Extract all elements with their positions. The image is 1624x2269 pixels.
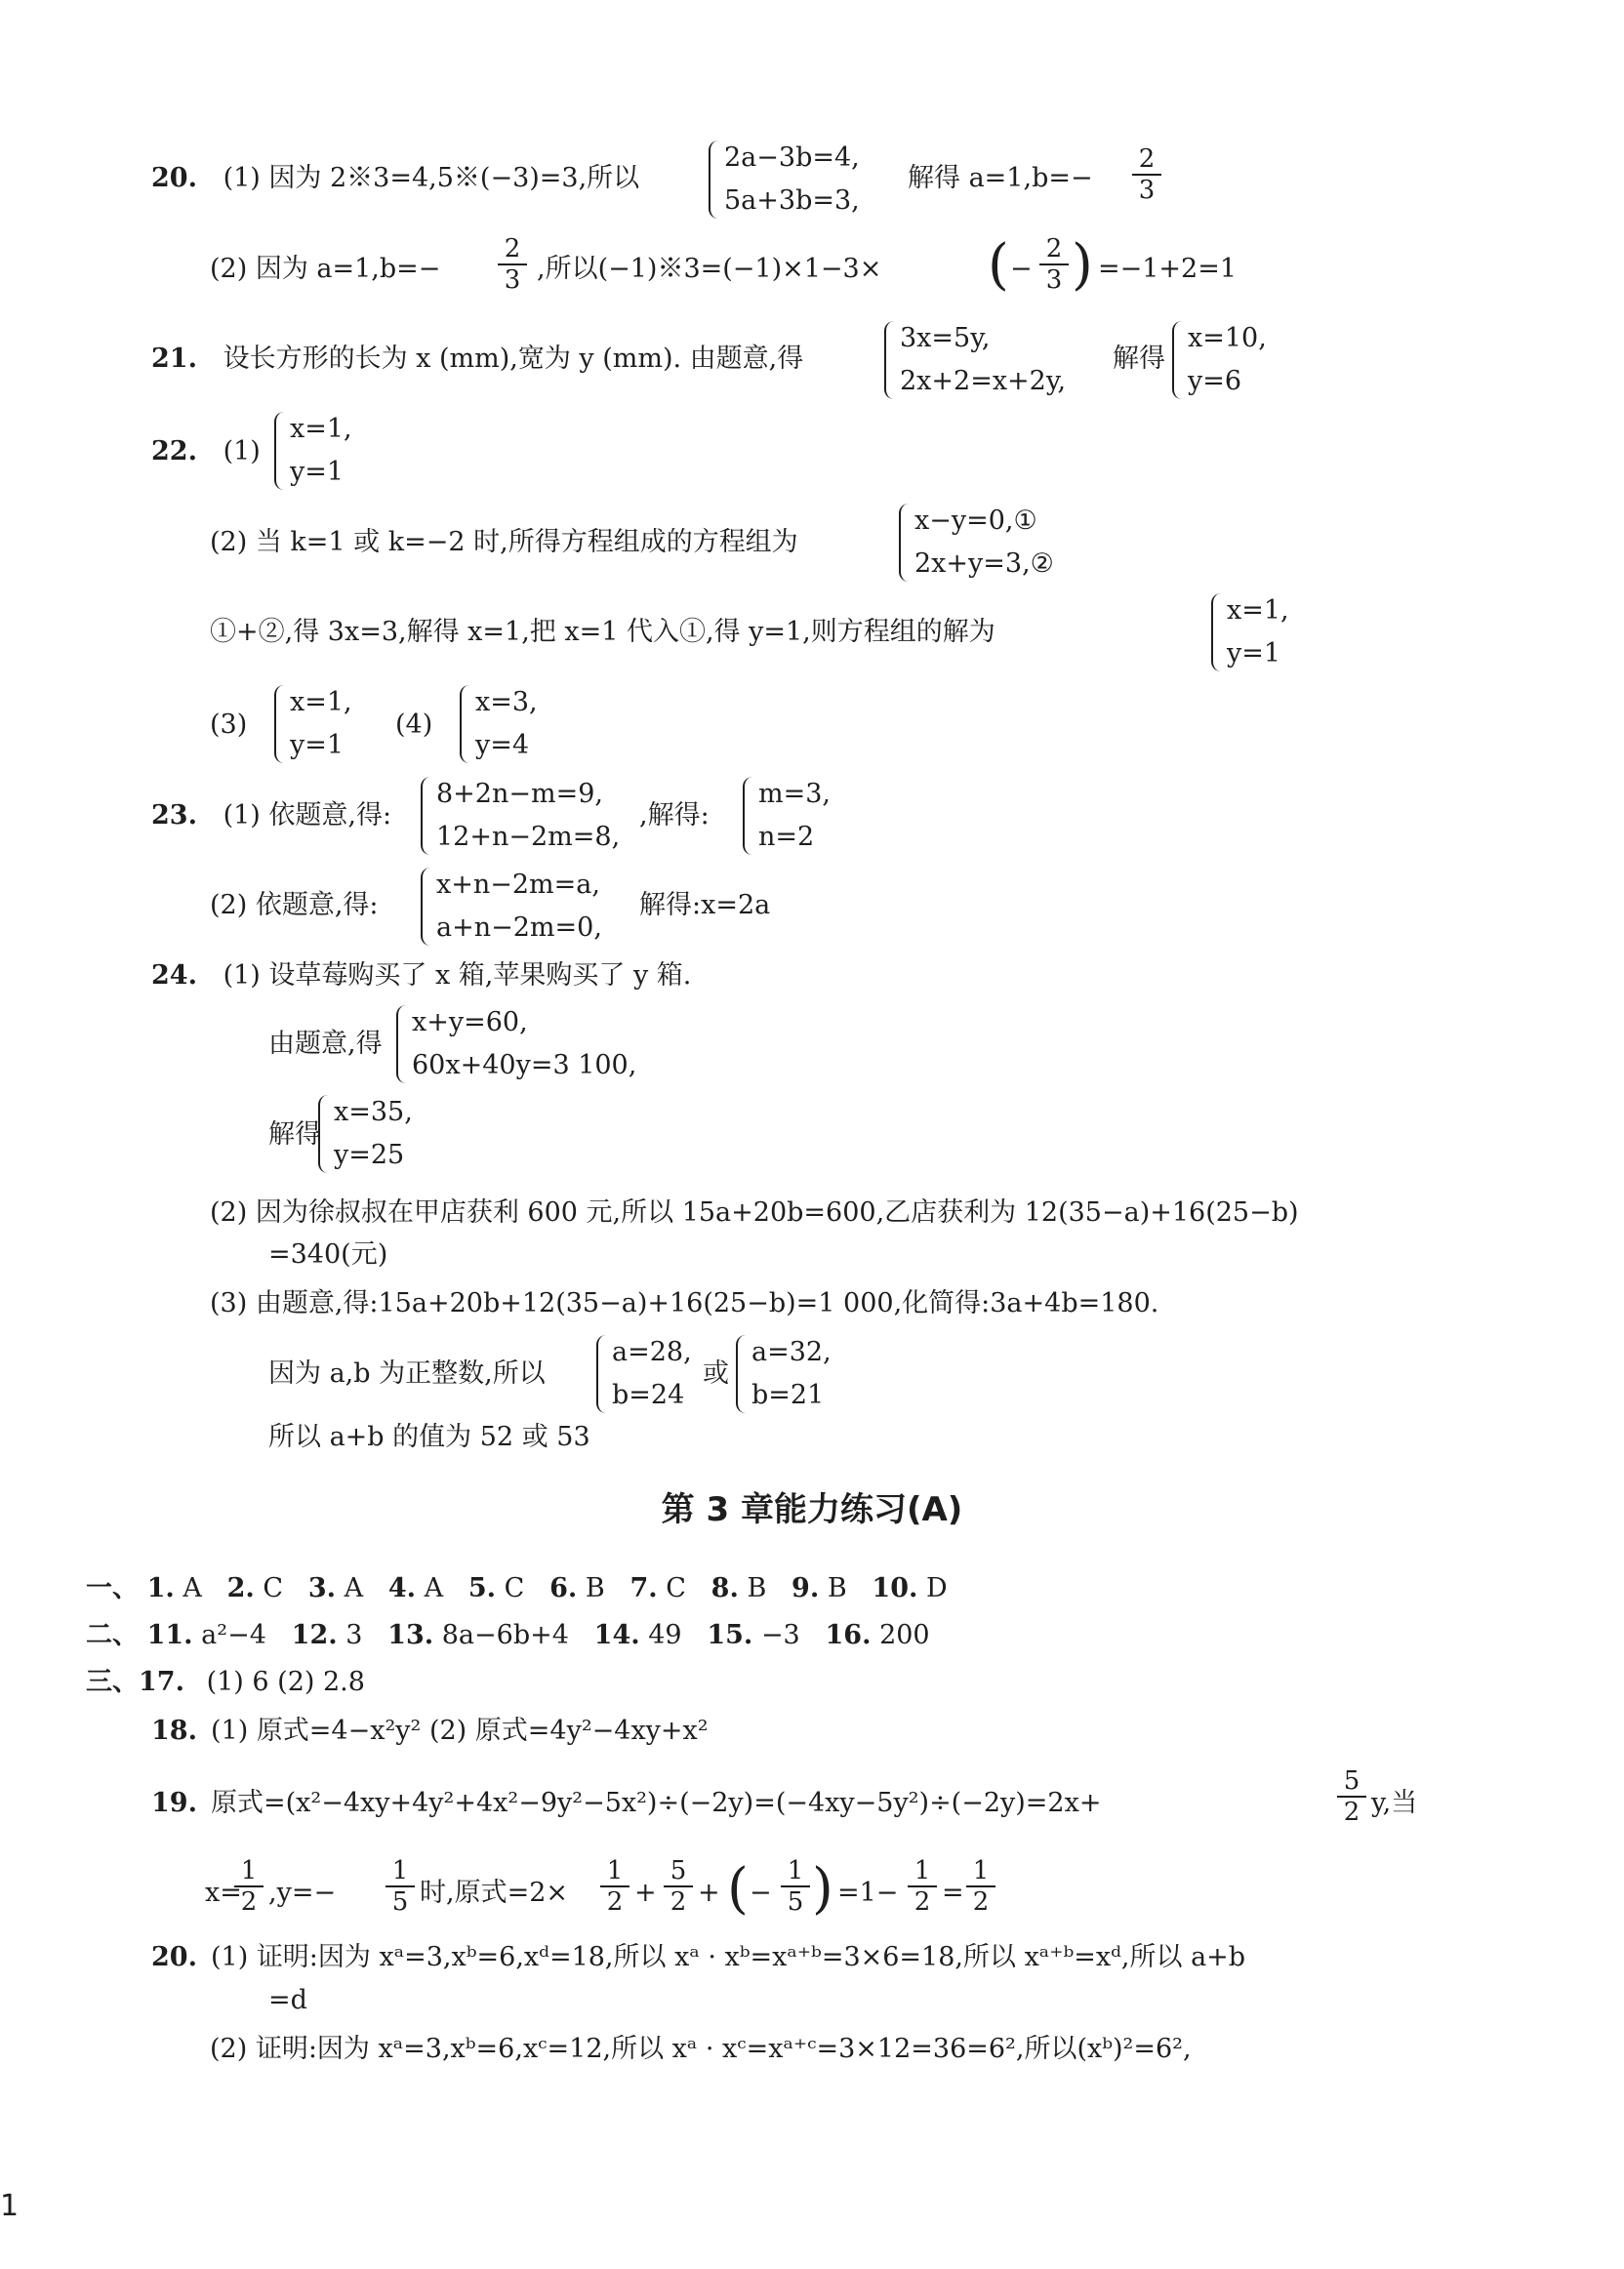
q19-c7: =	[942, 1878, 964, 1908]
q19-c4: +	[634, 1878, 657, 1908]
q23-part1-system: 8+2n−m=9, 12+n−2m=8,	[415, 773, 620, 859]
q20b-part1-cont: =d	[268, 1985, 307, 2015]
q20-part2-text: (2) 因为 a=1,b=−	[210, 254, 441, 284]
q19-line1: 19. 原式=(x²−4xy+4y²+4x²−9y²−5x²)÷(−2y)=(−4xy−5y²)÷(−2y)=2x+	[151, 1788, 1102, 1818]
right-paren: )	[1072, 233, 1093, 297]
question-number: 24.	[151, 960, 197, 991]
q18: 18. (1) 原式=4−x²y² (2) 原式=4y²−4xy+x²	[151, 1716, 709, 1746]
q20b-part1: 20. (1) 证明:因为 xᵃ=3,xᵇ=6,xᵈ=18,所以 xᵃ · xᵇ=xᵃ⁺ᵇ=3×6=18,所以 xᵃ⁺ᵇ=xᵈ,所以 a+b	[151, 1942, 1246, 1972]
answer-item: 14. 49	[593, 1620, 682, 1650]
answer-item: 7. C	[629, 1573, 686, 1603]
answer-item: 15. −3	[707, 1620, 800, 1650]
q19-f6: $\frac{1}{2}$	[908, 1856, 937, 1917]
q22-part3-label: (3)	[210, 709, 248, 740]
answer-item: 13. 8a−6b+4	[387, 1620, 569, 1650]
question-number: 22.	[151, 436, 197, 466]
q24-part1: 24. (1) 设草莓购买了 x 箱,苹果购买了 y 箱.	[151, 958, 691, 993]
q24-part3-solution1: a=28, b=24	[590, 1331, 692, 1417]
q19-f1: $\frac{1}{2}$	[234, 1856, 264, 1917]
q19-fraction: $\frac{5}{2}$	[1337, 1766, 1366, 1827]
q24-or: 或	[703, 1358, 729, 1389]
q23-part2-tail: 解得:x=2a	[639, 890, 771, 920]
answer-item: 4. A	[387, 1573, 444, 1603]
question-number: 23.	[151, 800, 197, 831]
q20-part2-tail: =−1+2=1	[1098, 254, 1238, 284]
q23-part2-system: x+n−2m=a, a+n−2m=0,	[415, 864, 602, 950]
q22-part1: 22. (1)	[151, 434, 261, 469]
q20-part2-fraction2: $\frac{2}{3}$	[1039, 234, 1069, 295]
q24-part3-end: 所以 a+b 的值为 52 或 53	[268, 1422, 590, 1452]
section-heading: 第 3 章能力练习(A)	[661, 1490, 963, 1529]
question-number: 21.	[151, 344, 197, 374]
q24-part3-a: 因为 a,b 为正整数,所以	[268, 1358, 546, 1389]
q24-solution: x=35, y=25	[312, 1091, 413, 1177]
q20-part1	[151, 161, 639, 196]
q23-solve-label: ,解得:	[639, 800, 710, 831]
answer-item: 2. C	[226, 1573, 284, 1603]
q24-system: x+y=60, 60x+40y=3 100,	[390, 1001, 636, 1087]
q24-part3-solution2: a=32, b=21	[730, 1331, 832, 1417]
left-paren: (	[988, 233, 1009, 297]
q19-c5: +	[698, 1878, 720, 1908]
q19-f3: $\frac{1}{2}$	[600, 1856, 629, 1917]
q20-part2-mid: ,所以(−1)※3=(−1)×1−3×	[537, 254, 882, 284]
q21-system: 3x=5y, 2x+2=x+2y,	[878, 317, 1066, 403]
answer-item: 9. B	[792, 1573, 847, 1603]
q22-part3-solution: x=1, y=1	[268, 681, 352, 767]
q22-part4-solution: x=3, y=4	[454, 681, 538, 767]
q21	[151, 342, 803, 377]
q19-line1-tail: y,当	[1371, 1788, 1418, 1818]
q20b-part2: (2) 证明:因为 xᵃ=3,xᵇ=6,xᶜ=12,所以 xᵃ · xᶜ=xᵃ⁺ᶜ=3×12=36=6²,所以(xᵇ)²=6²,	[210, 2034, 1192, 2064]
q20-solve-text: 解得 a=1,b=−	[908, 163, 1093, 193]
q24-part3-text: (3) 由题意,得:15a+20b+12(35−a)+16(25−b)=1 000,化简得:3a+4b=180.	[210, 1288, 1159, 1318]
right-paren: )	[812, 1857, 833, 1921]
q24-solve-label: 解得	[268, 1119, 321, 1150]
q24-given: 由题意,得	[268, 1029, 383, 1059]
question-number: 20.	[151, 163, 197, 193]
q20-part2-fraction: $\frac{2}{3}$	[498, 234, 527, 295]
q19-f4: $\frac{5}{2}$	[664, 1856, 693, 1917]
q19-f7: $\frac{1}{2}$	[966, 1856, 995, 1917]
section-2-answers: 二、 11. a²−4 12. 3 13. 8a−6b+4 14. 49 15. −3 16. 200	[86, 1620, 930, 1650]
answer-item: 16. 200	[825, 1620, 930, 1650]
q23-part1-solution: m=3, n=2	[737, 773, 831, 859]
q19-minus: −	[750, 1878, 772, 1908]
q22-part1-solution: x=1, y=1	[268, 408, 352, 494]
q24-part2-text: (2) 因为徐叔叔在甲店获利 600 元,所以 15a+20b=600,乙店获利为 12(35−a)+16(25−b)	[210, 1197, 1299, 1228]
answer-item: 5. C	[467, 1573, 525, 1603]
q17: 三、17. (1) 6 (2) 2.8	[86, 1667, 365, 1697]
answer-item: 10. D	[872, 1573, 948, 1603]
q20-system: 2a−3b=4, 5a+3b=3,	[703, 137, 860, 223]
q22-part2-text: (2) 当 k=1 或 k=−2 时,所得方程组成的方程组为	[210, 527, 798, 557]
q20-part1-text: (1) 因为 2※3=4,5※(−3)=3,所以	[223, 163, 640, 193]
q22-part2-line: ①+②,得 3x=3,解得 x=1,把 x=1 代入①,得 y=1,则方程组的解为	[210, 617, 995, 647]
q19-c1: x=	[205, 1878, 242, 1908]
answer-item: 6. B	[549, 1573, 605, 1603]
answer-item: 11. a²−4	[146, 1620, 266, 1650]
section-1-answers: 一、 1. A 2. C 3. A 4. A 5. C 6. B 7. C 8. B 9. B 10. D	[86, 1573, 948, 1603]
answer-item: 1. A	[146, 1573, 202, 1603]
q19-c3: 时,原式=2×	[420, 1878, 569, 1908]
q23-part1: 23. (1) 依题意,得:	[151, 798, 391, 833]
answer-item: 12. 3	[291, 1620, 363, 1650]
answer-item: 8. B	[710, 1573, 767, 1603]
q19-f5: $\frac{1}{5}$	[781, 1856, 810, 1917]
q19-c6: =1−	[837, 1878, 899, 1908]
q22-part4-label: (4)	[395, 709, 433, 740]
q22-part2-system: x−y=0,① 2x+y=3,②	[893, 500, 1054, 586]
q20-fraction: $\frac{2}{3}$	[1132, 144, 1161, 205]
q19-c2: ,y=−	[268, 1878, 337, 1908]
q21-text: 设长方形的长为 x (mm),宽为 y (mm). 由题意,得	[223, 344, 804, 374]
q24-part2-cont: =340(元)	[268, 1239, 388, 1270]
q22-part2-solution: x=1, y=1	[1205, 589, 1289, 675]
minus-sign: −	[1010, 254, 1033, 284]
q19-f2: $\frac{1}{5}$	[386, 1856, 415, 1917]
q23-part2-text: (2) 依题意,得:	[210, 890, 379, 920]
page-number: 1	[0, 2189, 20, 2223]
q21-solution: x=10, y=6	[1166, 317, 1267, 403]
left-paren: (	[727, 1857, 749, 1921]
answer-item: 3. A	[307, 1573, 364, 1603]
q21-solve-label: 解得	[1113, 344, 1165, 374]
